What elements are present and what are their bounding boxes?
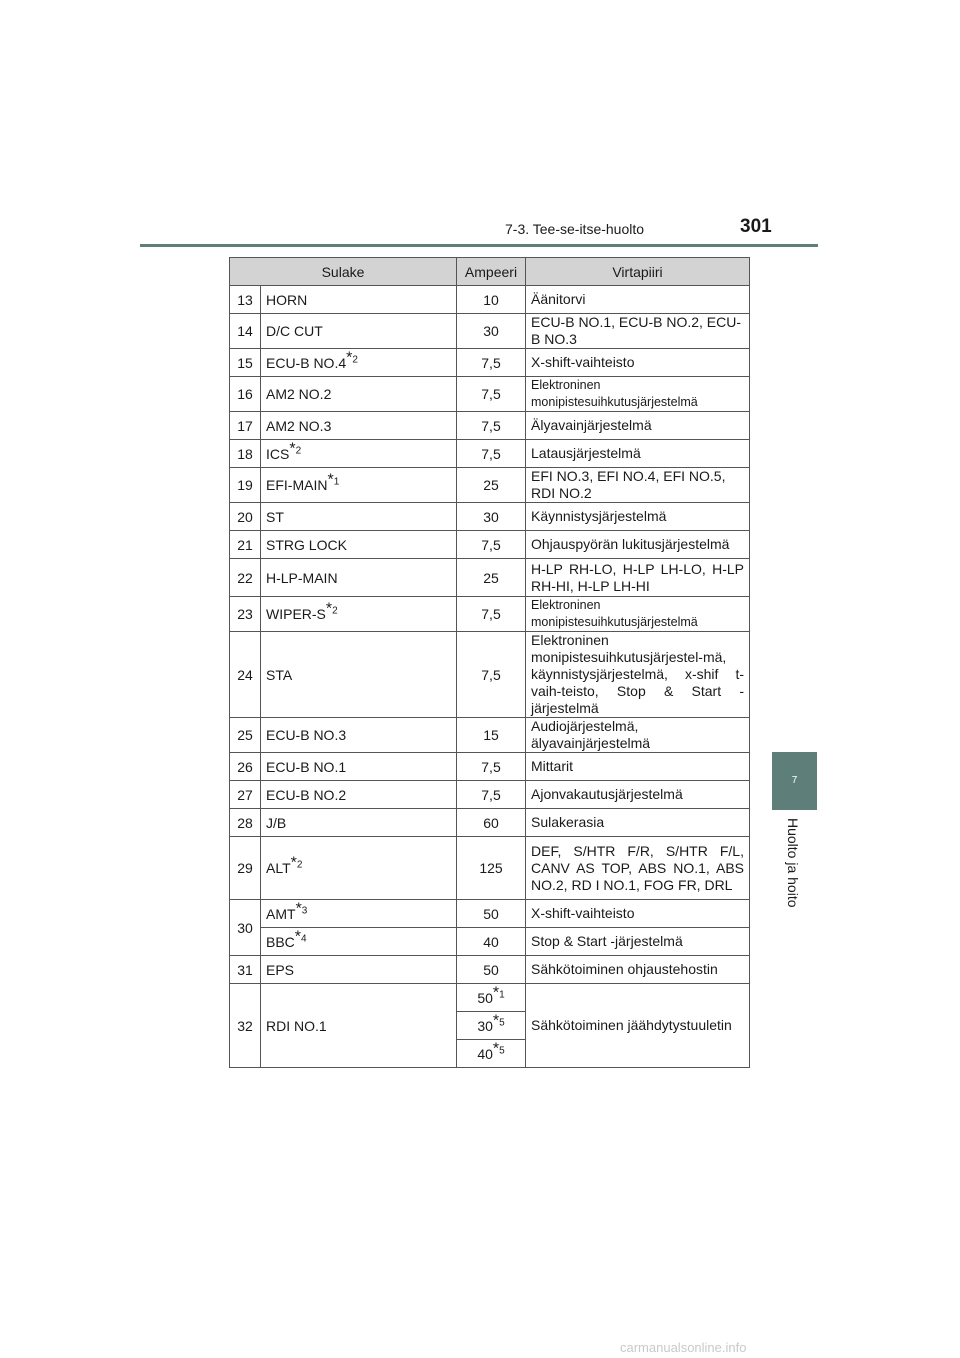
asterisk-mark: * [327, 471, 334, 489]
fuse-circuit: Ajonvakautusjärjestelmä [526, 781, 750, 809]
fuse-amp: 125 [457, 837, 526, 900]
asterisk-mark: * [325, 600, 333, 618]
fuse-circuit: Sähkötoiminen ohjaustehostin [526, 956, 750, 984]
table-row [230, 314, 750, 349]
asterisk-mark: * [492, 1011, 500, 1029]
table-row [230, 984, 750, 1012]
table-row [230, 286, 750, 314]
table-header-row [230, 258, 750, 286]
footnote-number: 3 [301, 904, 308, 916]
fuse-amp: 7,5 [457, 531, 526, 559]
table-row [230, 956, 750, 984]
fuse-name [261, 928, 457, 956]
fuse-name: D/C CUT [261, 314, 457, 349]
fuse-amp: 10 [457, 286, 526, 314]
fuse-amp: 7,5 [457, 440, 526, 468]
fuse-number: 14 [230, 314, 261, 349]
fuse-amp: 7,5 [457, 412, 526, 440]
fuse-amp: 25 [457, 468, 526, 503]
section-title: 7-3. Tee-se-itse-huolto [505, 221, 645, 237]
fuse-number: 19 [230, 468, 261, 503]
amp-value: 50 [477, 989, 493, 1006]
fuse-amp: 40 [457, 928, 526, 956]
asterisk-mark: * [289, 439, 296, 457]
fuse-name: AM2 NO.2 [261, 377, 457, 412]
asterisk-mark: * [294, 927, 302, 945]
fuse-number: 32 [230, 984, 261, 1068]
fuse-name: STRG LOCK [261, 531, 457, 559]
fuse-number: 18 [230, 440, 261, 468]
fuse-amp: 7,5 [457, 753, 526, 781]
watermark: carmanualsonline.info [620, 1340, 747, 1355]
fuse-number: 22 [230, 559, 261, 597]
fuse-amp: 30 [457, 503, 526, 531]
fuse-circuit: H-LP RH-LO, H-LP LH-LO, H-LP RH-HI, H-LP LH-HI [526, 559, 750, 597]
asterisk-mark: * [295, 899, 302, 917]
fuse-name [261, 349, 457, 377]
fuse-table [229, 257, 750, 1068]
fuse-circuit: Ohjauspyörän lukitusjärjestelmä [526, 531, 750, 559]
fuse-circuit: Elektroninen monipistesuihkutusjärjestelmä [526, 597, 750, 632]
fuse-name-text: BBC [266, 933, 295, 950]
fuse-name: ST [261, 503, 457, 531]
fuse-circuit: ECU-B NO.1, ECU-B NO.2, ECU-B NO.3 [526, 314, 750, 349]
table-row [230, 837, 750, 900]
fuse-amp: 7,5 [457, 349, 526, 377]
fuse-amp: 15 [457, 718, 526, 753]
footnote-number: 5 [499, 1016, 505, 1028]
table-row [230, 349, 750, 377]
table-row [230, 900, 750, 928]
fuse-amp: 50 [457, 900, 526, 928]
fuse-name [261, 837, 457, 900]
fuse-number: 29 [230, 837, 261, 900]
asterisk-mark: * [492, 983, 500, 1001]
header-divider [140, 244, 818, 247]
fuse-name: ECU-B NO.2 [261, 781, 457, 809]
fuse-name: H-LP-MAIN [261, 559, 457, 597]
fuse-name [261, 900, 457, 928]
fuse-number: 28 [230, 809, 261, 837]
fuse-number: 30 [230, 900, 261, 956]
fuse-amp: 7,5 [457, 781, 526, 809]
fuse-amp: 30 [457, 314, 526, 349]
footnote-number: 2 [332, 605, 338, 617]
table-row [230, 377, 750, 412]
fuse-name: HORN [261, 286, 457, 314]
footnote-number: 2 [352, 353, 358, 365]
fuse-amp: 60 [457, 809, 526, 837]
fuse-number: 26 [230, 753, 261, 781]
table-row [230, 928, 750, 956]
fuse-amp [457, 1040, 526, 1068]
fuse-circuit: Elektroninen monipistesuihkutusjärjestel-mä, käynnistysjärjestelmä, x-shif t-vaih-teisto, Stop & Start -järjestelmä [526, 632, 750, 718]
fuse-name [261, 440, 457, 468]
table-row [230, 632, 750, 718]
fuse-name: ECU-B NO.3 [261, 718, 457, 753]
fuse-number: 25 [230, 718, 261, 753]
fuse-circuit: Audiojärjestelmä, älyavainjärjestelmä [526, 718, 750, 753]
fuse-name-text: ICS [266, 445, 290, 462]
fuse-amp [457, 1012, 526, 1040]
fuse-name: RDI NO.1 [261, 984, 457, 1068]
fuse-circuit: Elektroninen monipistesuihkutusjärjestelmä [526, 377, 750, 412]
header-circuit: Virtapiiri [526, 258, 750, 286]
fuse-number: 31 [230, 956, 261, 984]
fuse-name: J/B [261, 809, 457, 837]
fuse-circuit: Sulakerasia [526, 809, 750, 837]
chapter-label: Huolto ja hoito [785, 818, 801, 908]
fuse-name-text: WIPER-S [266, 606, 326, 622]
fuse-amp: 50 [457, 956, 526, 984]
fuse-amp: 7,5 [457, 377, 526, 412]
table-row [230, 781, 750, 809]
fuse-amp [457, 984, 526, 1012]
footnote-number: 1 [499, 988, 505, 1000]
table-row [230, 531, 750, 559]
fuse-number: 13 [230, 286, 261, 314]
footnote-number: 1 [333, 476, 340, 488]
fuse-circuit: Stop & Start -järjestelmä [526, 928, 750, 956]
footnote-number: 5 [499, 1044, 505, 1056]
asterisk-mark: * [290, 854, 297, 872]
fuse-circuit: DEF, S/HTR F/R, S/HTR F/L, CANV AS TOP, ABS NO.1, ABS NO.2, RD I NO.1, FOG FR, DRL [526, 837, 750, 900]
table-row [230, 468, 750, 503]
fuse-circuit: Mittarit [526, 753, 750, 781]
fuse-circuit: Käynnistysjärjestelmä [526, 503, 750, 531]
fuse-number: 17 [230, 412, 261, 440]
fuse-circuit: EFI NO.3, EFI NO.4, EFI NO.5, RDI NO.2 [526, 468, 750, 503]
fuse-name [261, 597, 457, 632]
fuse-name: EPS [261, 956, 457, 984]
table-row [230, 718, 750, 753]
fuse-number: 21 [230, 531, 261, 559]
fuse-name [261, 468, 457, 503]
fuse-circuit: Latausjärjestelmä [526, 440, 750, 468]
asterisk-mark: * [346, 348, 353, 366]
fuse-name-text: ALT [266, 860, 291, 876]
footnote-number: 4 [301, 932, 307, 944]
chapter-tab: 7 [772, 752, 817, 810]
fuse-name: ECU-B NO.1 [261, 753, 457, 781]
page-number: 301 [740, 216, 772, 237]
fuse-amp: 7,5 [457, 597, 526, 632]
asterisk-mark: * [492, 1039, 500, 1057]
amp-value: 30 [477, 1017, 493, 1034]
fuse-number: 15 [230, 349, 261, 377]
fuse-name: AM2 NO.3 [261, 412, 457, 440]
table-row [230, 753, 750, 781]
fuse-circuit: X-shift-vaihteisto [526, 900, 750, 928]
table-row [230, 440, 750, 468]
table-row [230, 809, 750, 837]
fuse-name-text: ECU-B NO.4 [266, 354, 347, 371]
table-row [230, 597, 750, 632]
fuse-circuit: Sähkötoiminen jäähdytystuuletin [526, 984, 750, 1068]
fuse-name-text: AMT [266, 905, 296, 922]
fuse-number: 23 [230, 597, 261, 632]
table-row [230, 412, 750, 440]
fuse-circuit: Äänitorvi [526, 286, 750, 314]
header-amp: Ampeeri [457, 258, 526, 286]
table-row [230, 559, 750, 597]
fuse-circuit: X-shift-vaihteisto [526, 349, 750, 377]
amp-value: 40 [477, 1045, 493, 1062]
fuse-amp: 25 [457, 559, 526, 597]
fuse-number: 24 [230, 632, 261, 718]
header-fuse: Sulake [230, 258, 457, 286]
fuse-circuit: Älyavainjärjestelmä [526, 412, 750, 440]
footnote-number: 2 [295, 444, 302, 456]
fuse-number: 16 [230, 377, 261, 412]
fuse-amp: 7,5 [457, 632, 526, 718]
footnote-number: 2 [296, 859, 303, 871]
fuse-name: STA [261, 632, 457, 718]
fuse-name-text: EFI-MAIN [266, 477, 328, 493]
table-row [230, 503, 750, 531]
fuse-number: 27 [230, 781, 261, 809]
fuse-number: 20 [230, 503, 261, 531]
